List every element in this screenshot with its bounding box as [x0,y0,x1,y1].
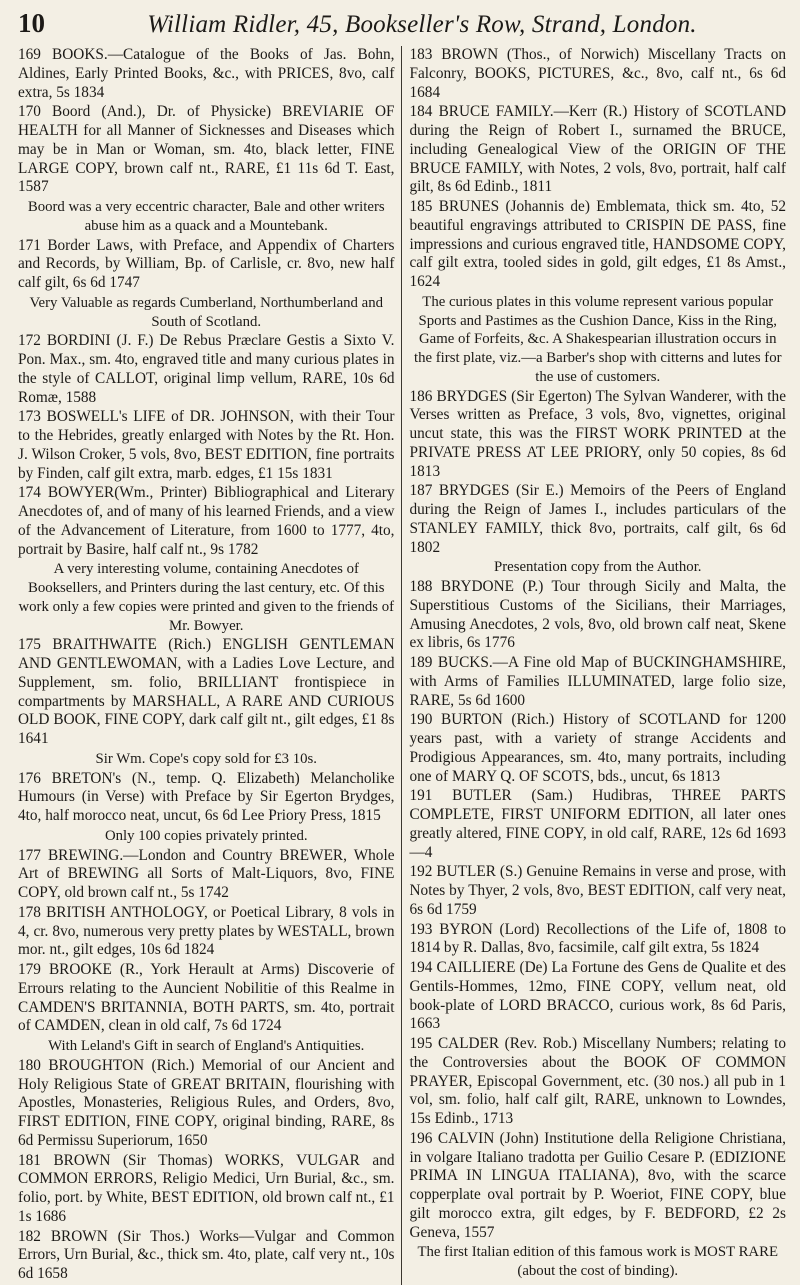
catalogue-entry: 176 BRETON's (N., temp. Q. Elizabeth) Melancholike Humours (in Verse) with Preface by Sir Egerton Brydges, 4to, half morocco neat, uncut, 6s 6d Lee Priory Press, 1815 [18,769,395,824]
catalogue-note: A very interesting volume, containing Anecdotes of Booksellers, and Printers during the last century, etc. Of this work only a few copies were printed and given to the friends of Mr. Bowyer. [18,561,395,634]
right-column [401,46,787,1285]
catalogue-entry: 195 CALDER (Rev. Rob.) Miscellany Numbers; relating to the Controversies about the BOOK OF COMMON PRAYER, Episcopal Government, etc. (30 nos.) all pub in 1 vol, sm. folio, half calf gilt, RARE, unknown to Lowndes, 15s Edinb., 1713 [409,1035,786,1127]
catalogue-entry: 174 BOWYER(Wm., Printer) Bibliographical and Literary Anecdotes of, and of many of his learned Friends, and a view of the Advancement of Literature, from 1600 to 1777, 4to, portrait by Basire, half calf nt., 9s 1782 [18,484,395,558]
catalogue-entry: 196 CALVIN (John) Institutione della Religione Christiana, in volgare Italiano tradotta per Guilio Cesare P. (EDIZIONE PRIMA IN LINGUA ITALIANA), 8vo, with the scarce copperplate oval portrait by P. Woeriot, FINE COPY, blue gilt morocco extra, gilt edges, by F. BEDFORD, £2 2s Geneva, 1557 [409,1129,786,1241]
catalogue-entry: 180 BROUGHTON (Rich.) Memorial of our Ancient and Holy Religious State of GREAT BRITAIN, flourishing with Apostles, Monasteries, Religious Rules, and Orders, 8vo, FIRST EDITION, FINE COPY, original binding, RARE, 8s 6d Permissu Superiorum, 1650 [18,1056,395,1149]
catalogue-entry: 191 BUTLER (Sam.) Hudibras, THREE PARTS COMPLETE, FIRST UNIFORM EDITION, all later ones greatly altered, FINE COPY, in old calf, RARE, 12s 6d 1693—4 [409,787,786,861]
catalogue-entry: 171 Border Laws, with Preface, and Appendix of Charters and Records, by William, Bp. of Carlisle, cr. 8vo, new half calf gilt, 6s 6d 1747 [18,236,395,291]
catalogue-entry: 190 BURTON (Rich.) History of SCOTLAND for 1200 years past, with a variety of strange Accidents and Prodigious Appearances, sm. 4to, many portraits, including one of MARY Q. OF SCOTS, bds., uncut, 6s 1813 [409,711,786,785]
catalogue-entry: 188 BRYDONE (P.) Tour through Sicily and Malta, the Superstitious Customs of the Sicilians, their Marriages, Amusing Anecdotes, 2 vols, 8vo, old brown calf neat, Skene ex libris, 6s 1776 [409,578,786,652]
catalogue-entry: 172 BORDINI (J. F.) De Rebus Præclare Gestis a Sixto V. Pon. Max., sm. 4to, engraved title and many curious plates in the style of CALLOT, original limp vellum, RARE, 10s 6d Romæ, 1588 [18,332,395,406]
catalogue-entry: 175 BRAITHWAITE (Rich.) ENGLISH GENTLEMAN AND GENTLEWOMAN, with a Ladies Love Lecture, and Supplement, sm. folio, BRILLIANT frontispiece in compartments by MARSHALL, A RARE AND CURIOUS OLD BOOK, FINE COPY, dark calf gilt nt., gilt edges, £1 8s 1641 [18,636,395,747]
catalogue-note: Sir Wm. Cope's copy sold for £3 10s. [95,750,317,767]
catalogue-entry: 183 BROWN (Thos., of Norwich) Miscellany Tracts on Falconry, BOOKS, PICTURES, &c., 8vo, calf nt., 6s 6d 1684 [409,46,786,101]
catalogue-note: Only 100 copies privately printed. [104,827,308,844]
catalogue-entry: 192 BUTLER (S.) Genuine Remains in verse and prose, with Notes by Thyer, 2 vols, 8vo, BEST EDITION, calf very neat, 6s 6d 1759 [409,863,786,918]
catalogue-entry: 184 BRUCE FAMILY.—Kerr (R.) History of SCOTLAND during the Reign of Robert I., surnamed the BRUCE, including Genealogical View of the ORIGIN OF THE BRUCE FAMILY, with Notes, 2 vols, 8vo, portrait, half calf gilt, 8s 6d Edinb., 1811 [409,103,786,196]
catalogue-note: The first Italian edition of this famous work is MOST RARE (about the cost of binding). [417,1244,779,1279]
catalogue-note: Presentation copy from the Author. [493,559,702,576]
catalogue-entry: 177 BREWING.—London and Country BREWER, Whole Art of BREWING all Sorts of Malt-Liquors, 8vo, FINE COPY, old brown calf nt., 5s 1742 [18,846,395,901]
catalogue-entry: 185 BRUNES (Johannis de) Emblemata, thick sm. 4to, 52 beautiful engravings attributed to CRISPIN DE PASS, fine impressions and curious engraved title, HANDSOME COPY, calf gilt extra, tooled sides in gold, gilt edges, £1 8s Amst., 1624 [409,198,786,290]
catalogue-note: Boord was a very eccentric character, Bale and other writers abuse him as a quack and a Mountebank. [27,199,385,234]
catalogue-entry: 182 BROWN (Sir Thos.) Works—Vulgar and Common Errors, Urn Burial, &c., thick sm. 4to, plate, calf very nt., 10s 6d 1658 [18,1227,395,1282]
page-header [18,8,786,42]
catalogue-entry: 193 BYRON (Lord) Recollections of the Life of, 1808 to 1814 by R. Dallas, 8vo, facsimile, calf gilt extra, 5s 1824 [409,920,786,957]
left-column [18,46,401,1285]
catalogue-note: The curious plates in this volume represent various popular Sports and Pastimes as the Cushion Dance, Kiss in the Ring, Game of Forfeits, &c. A Shakespearian illustration occurs in the first plate, viz.—a Barber's shop with citterns and lutes for the use of customers. [413,293,782,385]
catalogue-entry: 169 BOOKS.—Catalogue of the Books of Jas. Bohn, Aldines, Early Printed Books, &c., with PRICES, 8vo, calf extra, 5s 1834 [18,46,395,101]
catalogue-entry: 186 BRYDGES (Sir Egerton) The Sylvan Wanderer, with the Verses written as Preface, 3 vols, 8vo, vignettes, original uncut state, this was the FIRST WORK PRINTED at the PRIVATE PRESS AT LEE PRIORY, only 50 copies, 8s 6d 1813 [409,387,786,480]
catalogue-entry: 178 BRITISH ANTHOLOGY, or Poetical Library, 8 vols in 4, cr. 8vo, numerous very pretty plates by WESTALL, brown mor. nt., gilt edges, 10s 6d 1824 [18,903,395,959]
catalogue-entry: 181 BROWN (Sir Thomas) WORKS, VULGAR and COMMON ERRORS, Religio Medici, Urn Burial, &c., sm. folio, port. by White, BEST EDITION, old brown calf nt., £1 1s 1686 [18,1151,395,1225]
catalogue-note: With Leland's Gift in search of England's Antiquities. [48,1038,365,1054]
catalogue-entry: 187 BRYDGES (Sir E.) Memoirs of the Peers of England during the Reign of James I., includes particulars of the STANLEY FAMILY, thick 8vo, portraits, calf gilt, 6s 6d 1802 [409,482,786,556]
catalogue-entry: 179 BROOKE (R., York Herault at Arms) Discoverie of Errours relating to the Auncient Nobilitie of this Realme in CAMDEN'S BRITANNIA, BOTH PARTS, sm. 4to, portrait of CAMDEN, clean in old calf, 7s 6d 1724 [18,961,395,1035]
page-number: 10 [18,8,45,38]
catalogue-entry: 170 Boord (And.), Dr. of Physicke) BREVIARIE OF HEALTH for all Manner of Sicknesses and Diseases which may be in Man or Woman, sm. 4to, black letter, FINE LARGE COPY, brown calf nt., RARE, £1 11s 6d T. East, 1587 [18,103,395,196]
catalogue-entry: 189 BUCKS.—A Fine old Map of BUCKINGHAMSHIRE, with Arms of Families ILLUMINATED, large folio size, RARE, 5s 6d 1600 [409,654,786,709]
catalogue-note: Very Valuable as regards Cumberland, Northumberland and South of Scotland. [29,294,383,330]
catalogue-entry: 194 CAILLIERE (De) La Fortune des Gens de Qualite et des Gentils-Hommes, 12mo, FINE COPY, vellum neat, old book-plate of LORD BRACCO, curious work, 8s 6d Paris, 1663 [409,959,786,1033]
running-head: William Ridler, 45, Bookseller's Row, Strand, London. [147,11,697,38]
catalogue-columns [18,46,786,1285]
catalogue-entry: 173 BOSWELL's LIFE of DR. JOHNSON, with their Tour to the Hebrides, greatly enlarged with Notes by the Rt. Hon. J. Wilson Croker, 5 vols, 8vo, BEST EDITION, fine portraits by Finden, calf gilt extra, marb. edges, £1 15s 1831 [18,408,395,482]
